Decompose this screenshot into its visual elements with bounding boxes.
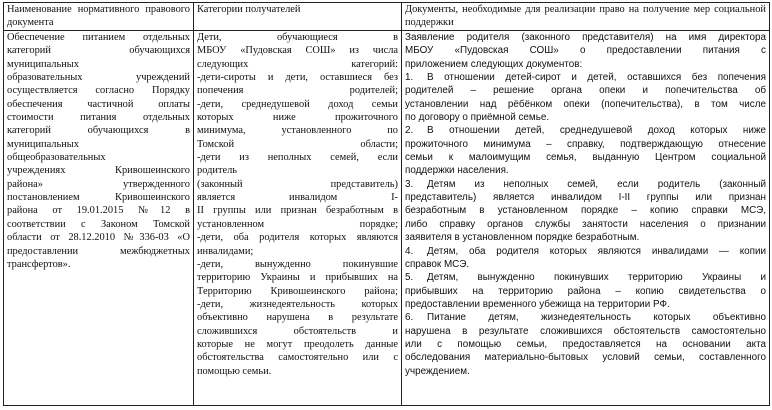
category-line: инвалидами;	[197, 245, 254, 257]
item-first-line	[405, 245, 766, 258]
category-line: установленном порядке;	[197, 218, 398, 230]
item-text-line: В отношении детей-сирот и детей, оставшихся без попечения	[427, 72, 766, 84]
legal-basis-line: обеспечения частичной оплаты	[7, 98, 190, 110]
item-text-line: безработным в установленном порядке – копию справки МСЭ,	[405, 205, 766, 217]
required-document-item	[405, 271, 766, 311]
item-first-line	[405, 124, 766, 137]
legal-basis-text	[7, 31, 190, 271]
category-line: (законный представитель)	[197, 178, 398, 190]
item-number: 6.	[405, 312, 414, 324]
category-line: Территорию Кривошеинского района;	[197, 285, 398, 297]
required-document-item	[405, 311, 766, 378]
item-text-line: прибывших на территорию района – копию свидетельства о	[405, 285, 766, 297]
category-line: минимума, установленного по	[197, 125, 398, 137]
item-text-line: обследования материально-бытовых условий семьи, составленного	[405, 352, 766, 364]
item-text-line: семьи к малоимущим семья, выданную Центром социальной	[405, 152, 766, 164]
legal-basis-line: постановлением Кривошеинского	[7, 192, 190, 204]
legal-basis-line: области от 28.12.2010 №336-03 «О	[7, 232, 190, 244]
required-document-item	[405, 178, 766, 245]
item-text-line: или с помощью семьи, предоставляется на основании акта	[405, 338, 766, 350]
item-first-line	[405, 311, 766, 324]
category-line: следующих категорий:	[197, 58, 398, 70]
legal-basis-line: предоставлении межбюджетных	[7, 245, 190, 257]
item-text-line: поддержки населения.	[405, 165, 509, 177]
recipient-categories-text	[197, 31, 398, 378]
legal-basis-line: района от 19.01.2015 №12 в	[7, 205, 190, 217]
category-line: помощью семьи.	[197, 365, 272, 377]
legal-basis-line: стоимости питания отдельных	[7, 112, 190, 124]
header-recipient-categories: Категории получателей	[197, 4, 301, 15]
category-line: -дети, среднедушевой доход семьи	[197, 98, 398, 110]
category-line: которых ниже прожиточного	[197, 112, 398, 124]
legal-basis-line: района» утвержденного	[7, 178, 190, 190]
item-text-line: Детям из неполных семей, если родитель (законный	[427, 178, 766, 190]
item-number: 2.	[405, 125, 414, 137]
item-text-line: установлении над рёбёнком опеки (попечительства), в том числе	[405, 98, 766, 110]
legal-basis-line: осуществляется согласно Порядку	[7, 85, 190, 97]
cell-recipient-categories	[194, 31, 402, 406]
category-line: -дети, жизнедеятельность которых	[197, 298, 398, 310]
item-number: 5.	[405, 272, 414, 284]
item-number: 1.	[405, 72, 414, 84]
cell-legal-basis	[4, 31, 194, 406]
legal-basis-line: Обеспечение питанием отдельных	[7, 32, 190, 43]
category-line: территорию Украины и прибывших на	[197, 272, 398, 284]
category-line: родитель	[197, 165, 238, 177]
category-line: -дети, вынужденно покинувшие	[197, 258, 398, 270]
item-first-line	[405, 71, 766, 84]
legal-basis-line: муниципальных	[7, 58, 79, 70]
item-text-line: Питание детям, жизнедеятельность которых объективно	[427, 312, 766, 324]
legal-basis-line: муниципальных	[7, 138, 79, 150]
category-line: Томской области;	[197, 138, 398, 150]
item-text-line: представитель) является инвалидом I-II группы или признан	[405, 192, 766, 204]
category-line: Дети, обучающиеся в	[197, 32, 398, 43]
category-line: МБОУ «Пудовская СОШ» из числа	[197, 45, 398, 57]
table-row	[4, 31, 770, 406]
item-text-line: родителей – решение органа опеки и попечительства об	[405, 85, 766, 97]
item-first-line	[405, 178, 766, 191]
cell-required-documents	[402, 31, 770, 406]
item-text-line: нарушена в результате сложившихся обстоятельств самостоятельно	[405, 325, 766, 337]
category-line: -дети из неполных семей, если	[197, 152, 398, 164]
category-line: которые не могут преодолеть данные	[197, 338, 398, 350]
legal-basis-line: соответствии с Законом Томской	[7, 218, 190, 230]
category-line: -дети-сироты и дети, оставшиеся без	[197, 72, 398, 84]
category-line: объективно нарушена в результате	[197, 312, 398, 324]
item-text-line: заявителя в установленном порядке безработным.	[405, 232, 640, 244]
table-header-row	[4, 3, 770, 31]
legal-basis-line: категорий обучающихся	[7, 45, 190, 57]
item-text-line: Детям, оба родителя которых являются инвалидами — копии	[427, 245, 766, 257]
item-text-line: В отношении детей, среднедушевой доход которых ниже	[427, 125, 766, 137]
item-text-line: справок МСЭ.	[405, 258, 470, 270]
header-cell-categories	[194, 3, 402, 31]
legal-basis-line: категорий обучающихся в	[7, 125, 190, 137]
item-text-line: по договору о приёмной семье.	[405, 112, 550, 124]
category-line: II группы или признан безработным в	[197, 205, 398, 217]
header-required-documents: Документы, необходимые для реализации право на получение мер социальной поддержки	[405, 4, 766, 29]
required-document-item	[405, 71, 766, 124]
application-intro-line: МБОУ «Пудовская СОШ» о предоставлении питания с	[405, 45, 766, 57]
item-number: 3.	[405, 178, 414, 190]
item-text-line: прожиточного минимума – справку, подтверждающую отнесение	[405, 138, 766, 150]
item-text-line: Детям, вынужденно покинувших территорию Украины и	[427, 272, 766, 284]
item-text-line: учреждением.	[405, 365, 470, 377]
category-line: обстоятельства самостоятельно или с	[197, 352, 398, 364]
item-text-line: либо справку органов службы занятости населения о признании	[405, 218, 766, 230]
category-line: -дети, оба родителя которых являются	[197, 232, 398, 244]
legal-basis-line: образовательных учреждений	[7, 72, 190, 84]
header-cell-document	[4, 3, 194, 31]
item-text-line: предоставлении временного убежища на территории РФ.	[405, 298, 670, 310]
required-document-item	[405, 245, 766, 272]
category-line: попечения родителей;	[197, 85, 398, 97]
category-line: сложившихся обстоятельств и	[197, 325, 398, 337]
header-document-name: Наименование нормативного правового документа	[7, 4, 190, 29]
required-document-item	[405, 124, 766, 177]
item-number: 4.	[405, 245, 414, 257]
category-line: является инвалидом I-	[197, 192, 398, 204]
item-first-line	[405, 271, 766, 284]
legal-basis-line: учреждениях Кривошеинского	[7, 165, 190, 177]
header-cell-required-docs	[402, 3, 770, 31]
application-intro-line: Заявление родителя (законного представителя) на имя директора	[405, 32, 766, 43]
legal-basis-line: общеобразовательных	[7, 152, 106, 164]
legal-basis-line: трансфертов».	[7, 258, 71, 270]
application-intro-line: приложением следующих документов:	[405, 58, 583, 70]
required-documents-text	[405, 31, 766, 378]
benefits-table	[3, 2, 770, 406]
document-page	[3, 2, 769, 407]
